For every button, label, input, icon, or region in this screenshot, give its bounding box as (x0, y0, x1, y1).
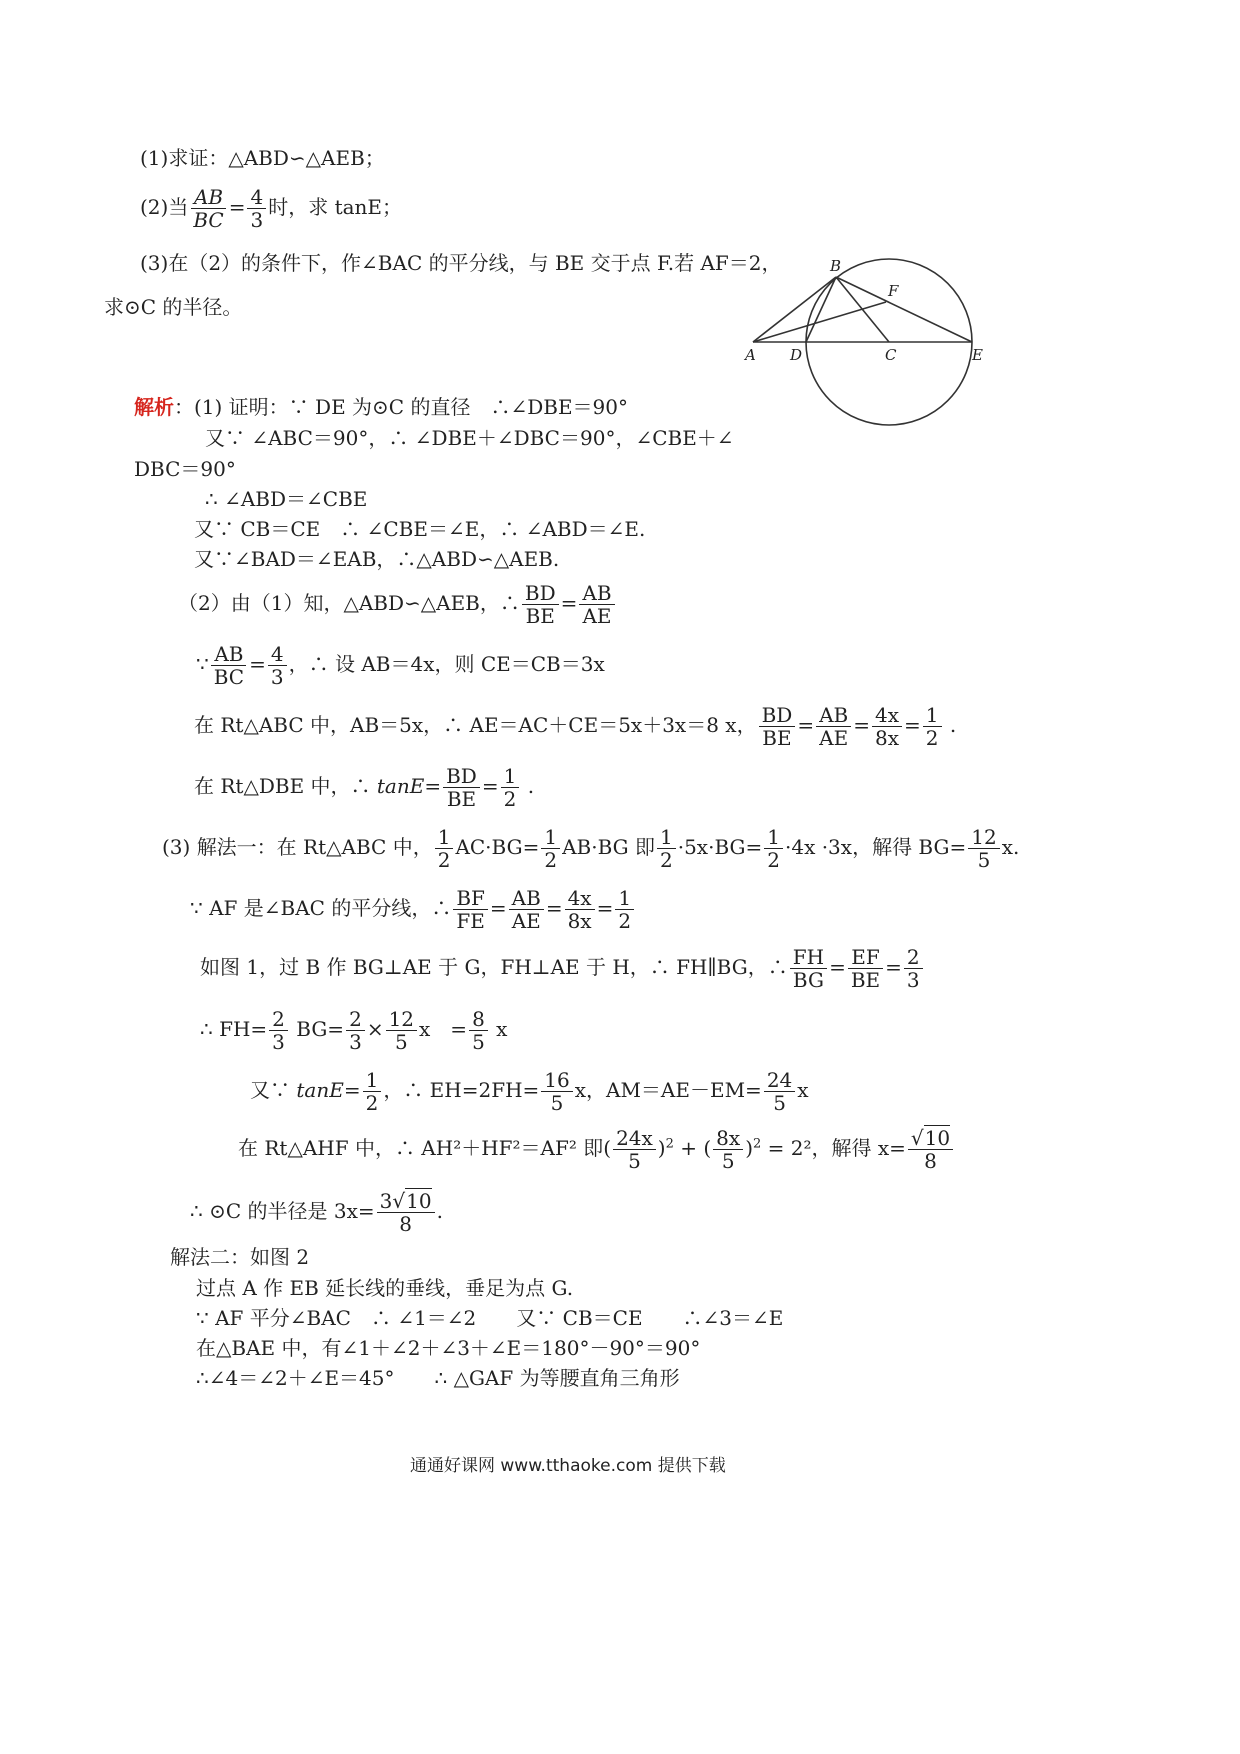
solution-1-line1: 解析：(1) 证明：∵ DE 为⊙C 的直径 ∴∠DBE＝90° (134, 395, 628, 419)
solution-1-line4: ∴ ∠ABD＝∠CBE (205, 487, 368, 511)
jiexi-label: 解析 (134, 395, 174, 419)
solution-3-line2: ∵ AF 是∠BAC 的平分线，∴ $\frac{BF}{FE}$ = $\frac{AB}{AE}$ = $\frac{4x}{8x}$ = $\frac{1}{2}$ (190, 887, 636, 932)
method-2-line3: ∵ AF 平分∠BAC ∴ ∠1＝∠2 又∵ CB＝CE ∴∠3＝∠E (196, 1306, 784, 1330)
solution-2-line4: 在 Rt△DBE 中，∴ tanE= $\frac{BD}{BE}$ = $\frac{1}{2}$ . (194, 764, 535, 811)
method-2-line2: 过点 A 作 EB 延长线的垂线，垂足为点 G. (196, 1276, 574, 1300)
solution-1-line5: 又∵ CB＝CE ∴ ∠CBE＝∠E，∴ ∠ABD＝∠E. (194, 517, 646, 541)
label-c: C (885, 346, 897, 364)
line-af (753, 302, 886, 342)
label-d: D (790, 346, 803, 364)
solution-2-line1: （2）由（1）知，△ABD∽△AEB，∴ $\frac{BD}{BE}$ = $\frac{AB}{AE}$ (178, 582, 617, 627)
solution-2-line2: ∵ $\frac{AB}{BC}$ = $\frac{4}{3}$ ，∴ 设 AB＝4x，则 CE＝CB＝3x (196, 642, 605, 689)
line-bd (806, 277, 836, 342)
solution-3-line3: 如图 1，过 B 作 BG⊥AE 于 G，FH⊥AE 于 H，∴ FH∥BG，∴ $\frac{FH}{BG}$ = $\frac{EF}{BE}$ = $\frac{2}{3}$ (200, 946, 925, 991)
label-a: A (745, 346, 756, 364)
question-3-line2: 求⊙C 的半径。 (104, 295, 243, 319)
solution-3-line5: 又∵ tanE= $\frac{1}{2}$ ，∴ EH=2FH= $\frac{16}{5}$ x，AM＝AE－EM= $\frac{24}{5}$ x (250, 1068, 809, 1115)
line-ab (753, 277, 836, 342)
solution-1-line2: 又∵ ∠ABC＝90°，∴ ∠DBE＋∠DBC＝90°，∠CBE＋∠ (205, 426, 734, 450)
solution-3-line1: (3) 解法一：在 Rt△ABC 中， $\frac{1}{2}$ AC·BG= $\frac{1}{2}$ AB·BG 即 $\frac{1}{2}$ ·5x·BG= $\frac{1}{2}$ ·4x ·3x，解得 BG= $\frac{12}{5}$ x. (162, 825, 1020, 872)
label-b: B (830, 257, 842, 275)
label-f: F (888, 282, 899, 300)
question-1: (1)求证：△ABD∽△AEB； (140, 146, 385, 170)
geometry-figure (740, 250, 1020, 440)
method-2-line1: 解法二：如图 2 (170, 1245, 310, 1269)
solution-3-line4: ∴ FH= $\frac{2}{3}$ BG= $\frac{2}{3}$ × $\frac{12}{5}$ x = $\frac{8}{5}$ x (200, 1007, 508, 1054)
solution-3-line7: ∴ ⊙C 的半径是 3x= $\frac{3√10}{8}$ . (190, 1189, 443, 1236)
question-2: (2)当 $\frac{AB}{BC}$ = $\frac{4}{3}$ 时，求 tanE； (140, 185, 403, 232)
solution-1-line6: 又∵∠BAD＝∠EAB，∴△ABD∽△AEB. (194, 547, 560, 571)
solution-3-line6: 在 Rt△AHF 中，∴ AH²＋HF²＝AF² 即( $\frac{24x}{5}$ )$^2$ + ( $\frac{8x}{5}$ )$^2$ = 2²，解得 x= $\frac{√10}{8}$ (238, 1127, 955, 1172)
solution-1-line3: DBC＝90° (134, 457, 236, 481)
question-3-line1: (3)在（2）的条件下，作∠BAC 的平分线，与 BE 交于点 F.若 AF＝2， (140, 251, 782, 275)
solution-2-line3: 在 Rt△ABC 中，AB＝5x，∴ AE＝AC＋CE＝5x＋3x＝8 x， $\frac{BD}{BE}$ = $\frac{AB}{AE}$ = $\frac{4x}{8x}$ = $\frac{1}{2}$ . (194, 703, 957, 750)
footer-text: 通通好课网 www.tthaoke.com 提供下载 (410, 1456, 726, 1476)
method-2-line5: ∴∠4＝∠2＋∠E＝45° ∴ △GAF 为等腰直角三角形 (196, 1366, 680, 1390)
method-2-line4: 在△BAE 中，有∠1＋∠2＋∠3＋∠E＝180°－90°＝90° (196, 1336, 701, 1360)
label-e: E (972, 346, 983, 364)
